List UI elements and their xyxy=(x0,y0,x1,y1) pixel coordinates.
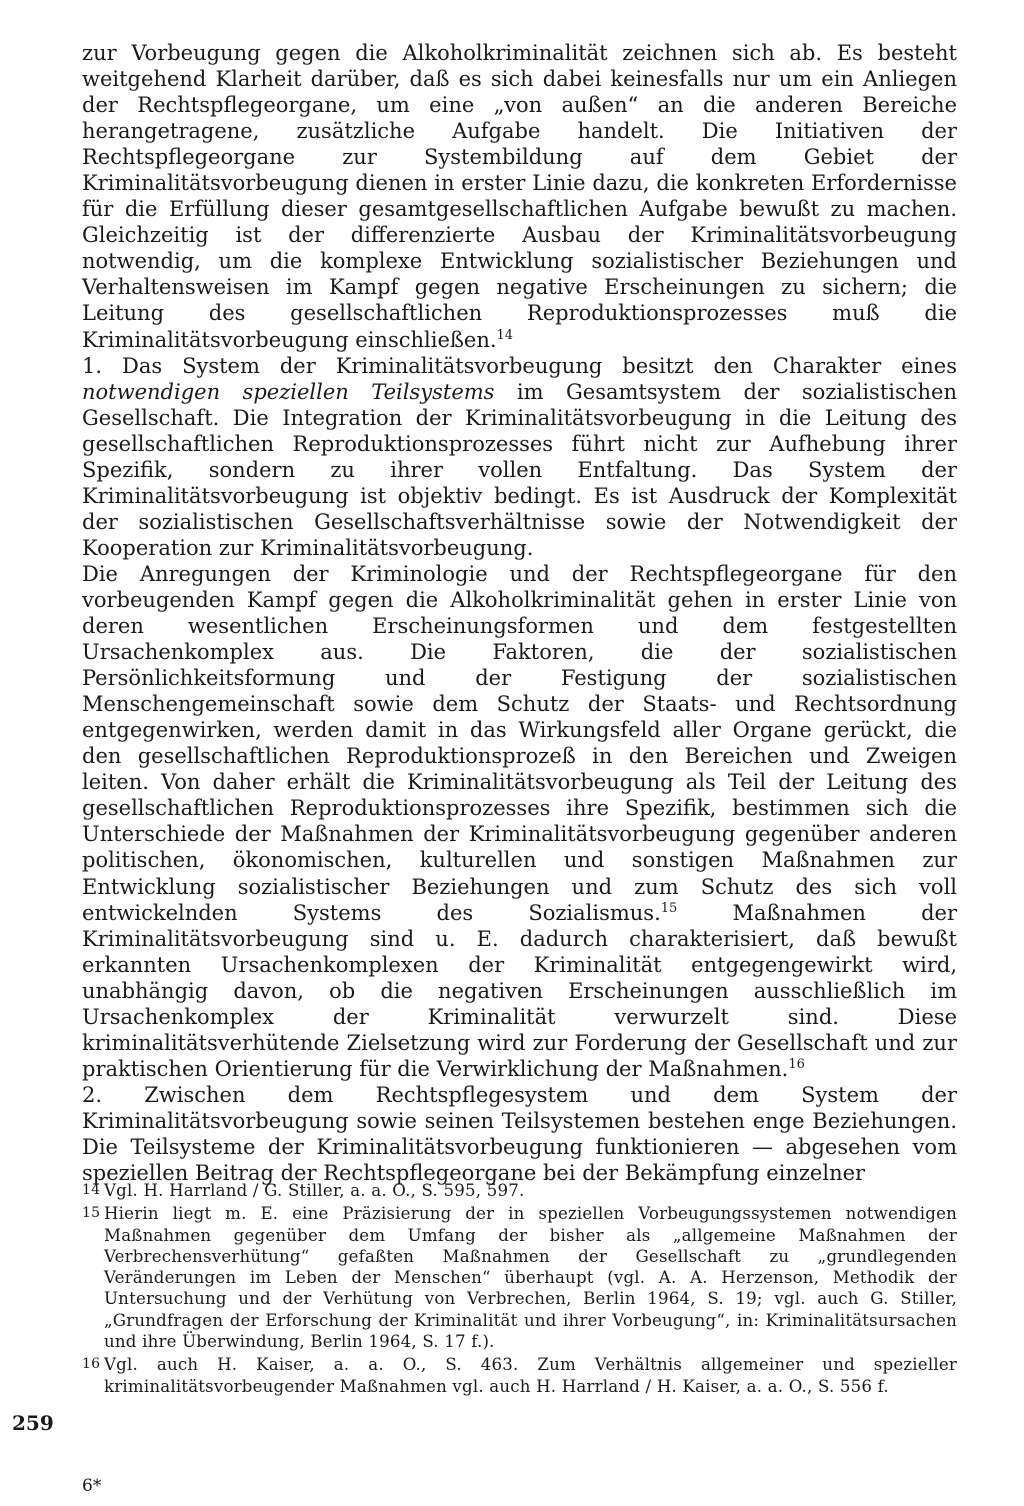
paragraph-1 xyxy=(82,40,957,353)
footnote-ref-15: 15 xyxy=(660,900,678,916)
paragraph-1-text: zur Vorbeugung gegen die Alkoholkriminalität zeichnen sich ab. Es besteht weitgehend Klarheit darüber, daß es sich dabei keinesfalls nur um ein Anliegen der Rechtspflegeorgane, um eine „von außen“ an die anderen Bereiche herangetragene, zusätzliche Aufgabe handelt. Die Initiativen der Rechtspflegeorgane zur Systembildung auf dem Gebiet der Kriminalitätsvorbeugung dienen in erster Linie dazu, die konkreten Erfordernisse für die Erfüllung dieser gesamtgesellschaftlichen Aufgabe bewußt zu machen. Gleichzeitig ist der differenzierte Ausbau der Kriminalitätsvorbeugung notwendig, um die komplexe Entwicklung sozialistischer Beziehungen und Verhaltensweisen im Kampf gegen negative Erscheinungen zu sichern; die Leitung des gesellschaftlichen Reproduktionsprozesses muß die Kriminalitätsvorbeugung einschließen. xyxy=(82,41,957,352)
paragraph-2-emphasis: notwendigen speziellen Teilsystems xyxy=(82,379,495,404)
paragraph-4-text: 2. Zwischen dem Rechtspflegesystem und dem System der Kriminalitätsvorbeugung sowie seinen Teilsystemen bestehen enge Beziehungen. Die Teilsysteme der Kriminalitätsvorbeugung funktionieren — abgesehen vom speziellen Beitrag der Rechtspflegeorgane bei der Bekämpfung einzelner xyxy=(82,1082,957,1186)
footnote-14 xyxy=(82,1180,957,1201)
footnotes xyxy=(82,1180,957,1399)
footnote-15 xyxy=(82,1203,957,1352)
footnote-ref-14: 14 xyxy=(496,327,514,343)
footnote-text: Vgl. H. Harrland / G. Stiller, a. a. O., S. 595, 597. xyxy=(104,1181,525,1200)
footnote-number: 16 xyxy=(82,1356,101,1373)
footnote-text: Vgl. auch H. Kaiser, a. a. O., S. 463. Zum Verhältnis allgemeiner und spezieller kriminalitätsvorbeugender Maßnahmen vgl. auch H. Harrland / H. Kaiser, a. a. O., S. 556 f. xyxy=(104,1355,957,1396)
page-number: 259 xyxy=(12,1411,54,1435)
signature-mark: 6* xyxy=(82,1476,102,1496)
paragraph-3-part1: Die Anregungen der Kriminologie und der Rechtspflegeorgane für den vorbeugenden Kampf gegen die Alkoholkriminalität gehen in erster Linie von deren wesentlichen Erscheinungsformen und dem festgestellten Ursachenkomplex aus. Die Faktoren, die der sozialistischen Persönlichkeitsformung und der Festigung der sozialistischen Menschengemeinschaft sowie dem Schutz der Staats- und Rechtsordnung entgegenwirken, werden damit in das Wirkungsfeld aller Organe gerückt, die den gesellschaftlichen Reproduktionsprozeß in den Bereichen und Zweigen leiten. Von daher erhält die Kriminalitätsvorbeugung als Teil der Leitung des gesellschaftlichen Reproduktionsprozesses ihre Spezifik, bestimmen sich die Unterschiede der Maßnahmen der Kriminalitätsvorbeugung gegenüber anderen politischen, ökonomischen, kulturellen und sonstigen Maßnahmen zur Entwicklung sozialistischer Beziehungen und zum Schutz des sich voll entwickelnden Systems des Sozialismus. xyxy=(82,561,957,925)
footnote-ref-16: 16 xyxy=(788,1056,805,1072)
footnote-16 xyxy=(82,1354,957,1397)
paragraph-2 xyxy=(82,353,957,561)
main-text xyxy=(82,40,957,1186)
footnote-number: 15 xyxy=(82,1205,101,1222)
paragraph-2-rest: im Gesamtsystem der sozialistischen Gesellschaft. Die Integration der Kriminalitätsvorbeugung in die Leitung des gesellschaftlichen Reproduktionsprozesses führt nicht zur Aufhebung ihrer Spezifik, sondern zu ihrer vollen Entfaltung. Das System der Kriminalitätsvorbeugung ist objektiv bedingt. Es ist Ausdruck der Komplexität der sozialistischen Gesellschaftsverhältnisse sowie der Notwendigkeit der Kooperation zur Kriminalitätsvorbeugung. xyxy=(82,379,957,560)
footnote-number: 14 xyxy=(82,1182,101,1198)
paragraph-3 xyxy=(82,561,957,1082)
paragraph-4 xyxy=(82,1082,957,1186)
paragraph-2-lead: 1. Das System der Kriminalitätsvorbeugung besitzt den Charakter eines xyxy=(82,353,957,378)
footnote-text: Hierin liegt m. E. eine Präzisierung der in speziellen Vorbeugungssystemen notwendigen Maßnahmen gegenüber dem Umfang der bisher als „allgemeine Maßnahmen der Verbrechensverhütung“ gefaßten Maßnahmen der Gesellschaft zu „grundlegenden Veränderungen im Leben der Menschen“ überhaupt (vgl. A. A. Herzenson, Methodik der Untersuchung und der Verhütung von Verbrechen, Berlin 1964, S. 19; vgl. auch G. Stiller, „Grundfragen der Erforschung der Kriminalität und ihrer Vorbeugung“, in: Kriminalitätsursachen und ihre Überwindung, Berlin 1964, S. 17 f.). xyxy=(104,1204,957,1352)
paragraph-3-part2: Maßnahmen der Kriminalitätsvorbeugung sind u. E. dadurch charakterisiert, daß bewußt erkannten Ursachenkomplexen der Kriminalität entgegengewirkt wird, unabhängig davon, ob die negativen Erscheinungen ausschließlich im Ursachenkomplex der Kriminalität verwurzelt sind. Diese kriminalitätsverhütende Zielsetzung wird zur Forderung der Gesellschaft und zur praktischen Orientierung für die Verwirklichung der Maßnahmen. xyxy=(82,900,957,1081)
